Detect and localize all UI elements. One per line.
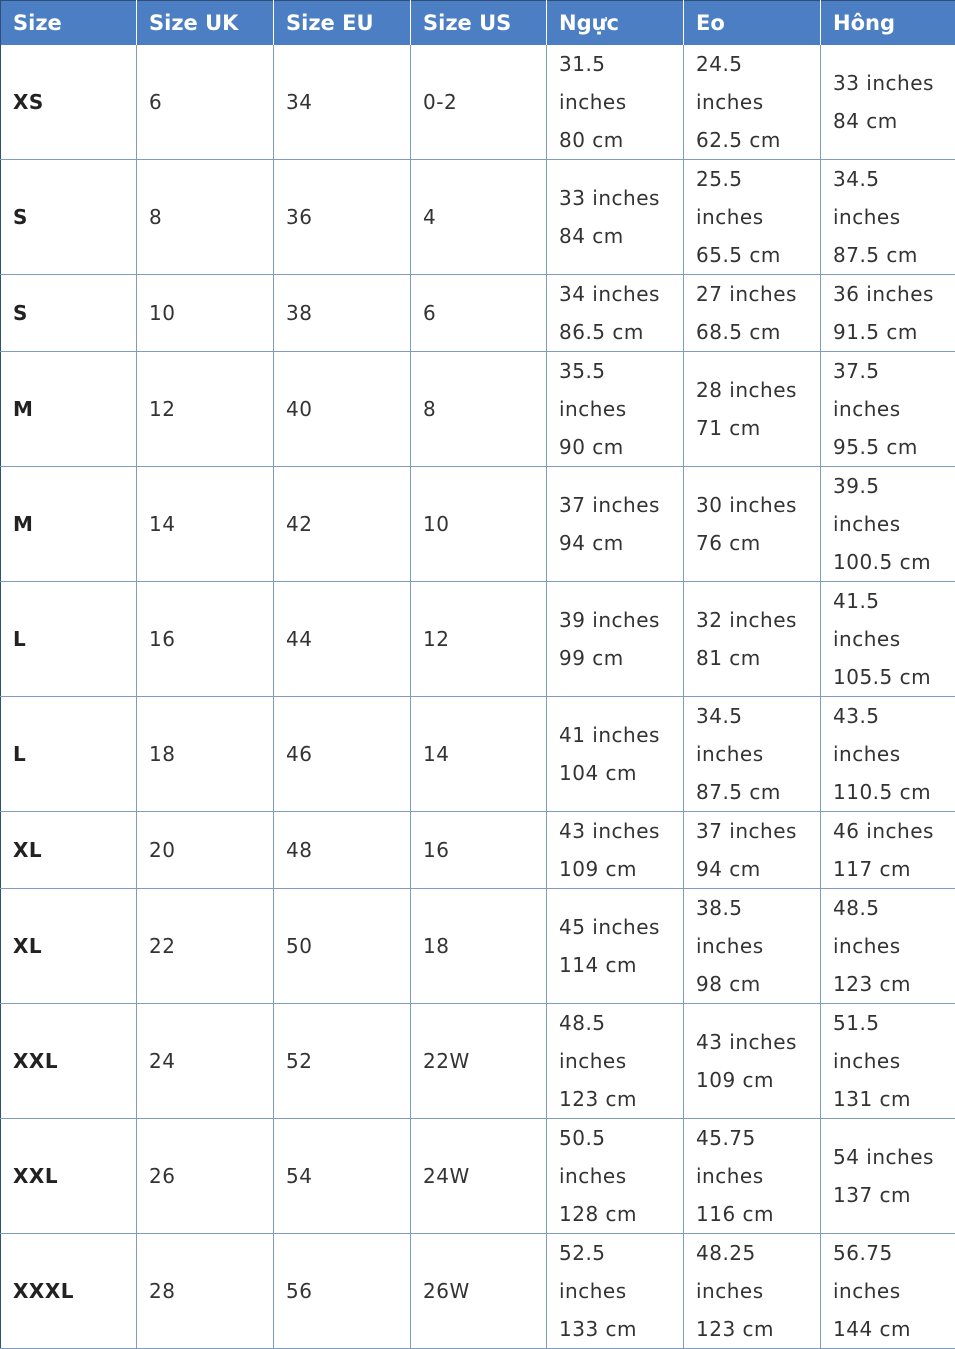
cell-hong-line: inches: [833, 620, 955, 658]
cell-eo-line: 43 inches: [696, 1023, 820, 1061]
cell-eo-line: 71 cm: [696, 409, 820, 447]
cell-uk: 10: [137, 274, 274, 351]
cell-size: XL: [1, 888, 137, 1003]
cell-uk: 20: [137, 811, 274, 888]
cell-us: 12: [411, 581, 547, 696]
cell-uk: 26: [137, 1118, 274, 1233]
cell-eo-line: 45.75: [696, 1119, 820, 1157]
cell-hong-line: 36 inches: [833, 275, 955, 313]
cell-nguc-line: 41 inches: [559, 716, 683, 754]
cell-size: L: [1, 581, 137, 696]
cell-hong-line: 54 inches: [833, 1138, 955, 1176]
cell-size: M: [1, 466, 137, 581]
cell-hong: [821, 274, 955, 351]
cell-hong: [821, 1233, 955, 1348]
cell-eu: 36: [274, 159, 411, 274]
cell-hong: [821, 888, 955, 1003]
cell-eu: 52: [274, 1003, 411, 1118]
table-row: [1, 581, 955, 696]
cell-size: S: [1, 159, 137, 274]
cell-us: 14: [411, 696, 547, 811]
cell-uk: 12: [137, 351, 274, 466]
cell-eu: 40: [274, 351, 411, 466]
cell-nguc-line: inches: [559, 1042, 683, 1080]
cell-hong-line: 117 cm: [833, 850, 955, 888]
cell-hong-line: inches: [833, 735, 955, 773]
cell-size: XXL: [1, 1003, 137, 1118]
cell-eu: 46: [274, 696, 411, 811]
cell-us: 4: [411, 159, 547, 274]
cell-eo-line: 76 cm: [696, 524, 820, 562]
cell-nguc-line: 48.5: [559, 1004, 683, 1042]
cell-nguc-line: 123 cm: [559, 1080, 683, 1118]
cell-eu: 44: [274, 581, 411, 696]
cell-eo-line: 87.5 cm: [696, 773, 820, 811]
table-row: [1, 45, 955, 160]
cell-hong-line: 144 cm: [833, 1310, 955, 1348]
cell-eo: [684, 1233, 821, 1348]
cell-hong-line: 131 cm: [833, 1080, 955, 1118]
cell-nguc-line: 50.5: [559, 1119, 683, 1157]
cell-eo-line: 48.25: [696, 1234, 820, 1272]
cell-hong-line: 100.5 cm: [833, 543, 955, 581]
cell-uk: 8: [137, 159, 274, 274]
cell-eo-line: 27 inches: [696, 275, 820, 313]
cell-nguc: [547, 45, 684, 160]
cell-hong-line: 34.5: [833, 160, 955, 198]
cell-size: XS: [1, 45, 137, 160]
table-row: [1, 1003, 955, 1118]
cell-nguc-line: 34 inches: [559, 275, 683, 313]
cell-nguc-line: 86.5 cm: [559, 313, 683, 351]
cell-us: 6: [411, 274, 547, 351]
cell-nguc: [547, 1003, 684, 1118]
cell-us: 16: [411, 811, 547, 888]
cell-nguc-line: 45 inches: [559, 908, 683, 946]
cell-hong-line: 43.5: [833, 697, 955, 735]
cell-nguc-line: 39 inches: [559, 601, 683, 639]
cell-nguc-line: 31.5: [559, 45, 683, 83]
cell-size: XXXL: [1, 1233, 137, 1348]
cell-hong-line: 137 cm: [833, 1176, 955, 1214]
cell-eu: 54: [274, 1118, 411, 1233]
table-row: [1, 811, 955, 888]
cell-nguc-line: 33 inches: [559, 179, 683, 217]
cell-nguc-line: 90 cm: [559, 428, 683, 466]
cell-nguc: [547, 159, 684, 274]
cell-hong: [821, 1118, 955, 1233]
cell-nguc-line: inches: [559, 83, 683, 121]
cell-hong-line: 95.5 cm: [833, 428, 955, 466]
cell-nguc: [547, 1118, 684, 1233]
cell-us: 24W: [411, 1118, 547, 1233]
cell-eu: 50: [274, 888, 411, 1003]
cell-eo-line: inches: [696, 1157, 820, 1195]
table-header: [1, 1, 955, 45]
header-size-eu: Size EU: [274, 1, 411, 45]
cell-uk: 6: [137, 45, 274, 160]
cell-uk: 22: [137, 888, 274, 1003]
cell-eo: [684, 351, 821, 466]
cell-hong: [821, 1003, 955, 1118]
cell-eo: [684, 581, 821, 696]
cell-size: L: [1, 696, 137, 811]
cell-hong-line: inches: [833, 1272, 955, 1310]
cell-us: 10: [411, 466, 547, 581]
cell-nguc-line: 94 cm: [559, 524, 683, 562]
cell-us: 22W: [411, 1003, 547, 1118]
cell-hong-line: 84 cm: [833, 102, 955, 140]
cell-hong-line: 56.75: [833, 1234, 955, 1272]
table-row: [1, 888, 955, 1003]
cell-eo: [684, 888, 821, 1003]
cell-hong-line: inches: [833, 927, 955, 965]
cell-nguc-line: 99 cm: [559, 639, 683, 677]
cell-eo: [684, 1118, 821, 1233]
cell-hong-line: 105.5 cm: [833, 658, 955, 696]
cell-us: 0-2: [411, 45, 547, 160]
cell-eo-line: 94 cm: [696, 850, 820, 888]
table-row: [1, 696, 955, 811]
cell-eo-line: inches: [696, 83, 820, 121]
cell-eo-line: 81 cm: [696, 639, 820, 677]
table-body: [1, 45, 955, 1349]
table-row: [1, 351, 955, 466]
cell-hong-line: 110.5 cm: [833, 773, 955, 811]
cell-eo-line: 37 inches: [696, 812, 820, 850]
cell-eo: [684, 696, 821, 811]
cell-nguc-line: 104 cm: [559, 754, 683, 792]
cell-size: M: [1, 351, 137, 466]
cell-nguc-line: 52.5: [559, 1234, 683, 1272]
cell-eo-line: 65.5 cm: [696, 236, 820, 274]
cell-nguc-line: 84 cm: [559, 217, 683, 255]
cell-nguc-line: 133 cm: [559, 1310, 683, 1348]
cell-us: 26W: [411, 1233, 547, 1348]
cell-nguc: [547, 466, 684, 581]
cell-eo-line: 32 inches: [696, 601, 820, 639]
cell-eo: [684, 1003, 821, 1118]
header-nguc: Ngực: [547, 1, 684, 45]
cell-eo-line: 109 cm: [696, 1061, 820, 1099]
cell-uk: 24: [137, 1003, 274, 1118]
cell-nguc-line: inches: [559, 1157, 683, 1195]
cell-uk: 28: [137, 1233, 274, 1348]
cell-nguc-line: 80 cm: [559, 121, 683, 159]
cell-eu: 42: [274, 466, 411, 581]
cell-eo: [684, 811, 821, 888]
cell-eo-line: 30 inches: [696, 486, 820, 524]
cell-hong-line: 87.5 cm: [833, 236, 955, 274]
cell-hong-line: 91.5 cm: [833, 313, 955, 351]
cell-eo: [684, 274, 821, 351]
header-row: [1, 1, 955, 45]
header-eo: Eo: [684, 1, 821, 45]
cell-nguc: [547, 274, 684, 351]
cell-eo-line: 62.5 cm: [696, 121, 820, 159]
cell-size: XL: [1, 811, 137, 888]
cell-eo: [684, 45, 821, 160]
cell-hong-line: inches: [833, 1042, 955, 1080]
cell-hong: [821, 696, 955, 811]
cell-us: 18: [411, 888, 547, 1003]
cell-eo-line: inches: [696, 1272, 820, 1310]
cell-nguc-line: 109 cm: [559, 850, 683, 888]
cell-uk: 18: [137, 696, 274, 811]
cell-eo-line: 25.5: [696, 160, 820, 198]
cell-hong: [821, 581, 955, 696]
cell-eo-line: 68.5 cm: [696, 313, 820, 351]
cell-nguc: [547, 1233, 684, 1348]
cell-nguc: [547, 888, 684, 1003]
cell-eu: 56: [274, 1233, 411, 1348]
cell-nguc: [547, 351, 684, 466]
header-size-us: Size US: [411, 1, 547, 45]
cell-hong: [821, 811, 955, 888]
cell-eu: 34: [274, 45, 411, 160]
cell-eo-line: 98 cm: [696, 965, 820, 1003]
cell-hong-line: 48.5: [833, 889, 955, 927]
cell-eu: 48: [274, 811, 411, 888]
cell-nguc-line: 128 cm: [559, 1195, 683, 1233]
cell-hong-line: inches: [833, 505, 955, 543]
header-size-uk: Size UK: [137, 1, 274, 45]
cell-eu: 38: [274, 274, 411, 351]
cell-eo: [684, 159, 821, 274]
cell-size: XXL: [1, 1118, 137, 1233]
cell-eo-line: 28 inches: [696, 371, 820, 409]
cell-hong-line: inches: [833, 198, 955, 236]
cell-eo-line: 123 cm: [696, 1310, 820, 1348]
cell-hong-line: 39.5: [833, 467, 955, 505]
cell-eo-line: inches: [696, 198, 820, 236]
table-row: [1, 1118, 955, 1233]
cell-hong-line: 123 cm: [833, 965, 955, 1003]
cell-hong-line: 46 inches: [833, 812, 955, 850]
cell-eo-line: 34.5: [696, 697, 820, 735]
cell-hong-line: inches: [833, 390, 955, 428]
cell-hong: [821, 45, 955, 160]
table-row: [1, 466, 955, 581]
cell-hong: [821, 351, 955, 466]
table-row: [1, 1233, 955, 1348]
cell-nguc: [547, 811, 684, 888]
header-size: Size: [1, 1, 137, 45]
cell-size: S: [1, 274, 137, 351]
cell-nguc-line: 37 inches: [559, 486, 683, 524]
cell-hong: [821, 159, 955, 274]
table-row: [1, 274, 955, 351]
cell-nguc-line: 43 inches: [559, 812, 683, 850]
cell-eo-line: inches: [696, 927, 820, 965]
cell-hong: [821, 466, 955, 581]
cell-hong-line: 51.5: [833, 1004, 955, 1042]
cell-eo-line: 38.5: [696, 889, 820, 927]
cell-hong-line: 37.5: [833, 352, 955, 390]
cell-eo: [684, 466, 821, 581]
cell-nguc-line: 114 cm: [559, 946, 683, 984]
cell-hong-line: 41.5: [833, 582, 955, 620]
cell-nguc: [547, 696, 684, 811]
table-row: [1, 159, 955, 274]
cell-nguc: [547, 581, 684, 696]
cell-uk: 14: [137, 466, 274, 581]
cell-nguc-line: inches: [559, 390, 683, 428]
cell-us: 8: [411, 351, 547, 466]
cell-eo-line: inches: [696, 735, 820, 773]
cell-eo-line: 24.5: [696, 45, 820, 83]
cell-nguc-line: inches: [559, 1272, 683, 1310]
cell-eo-line: 116 cm: [696, 1195, 820, 1233]
cell-uk: 16: [137, 581, 274, 696]
header-hong: Hông: [821, 1, 955, 45]
cell-hong-line: 33 inches: [833, 64, 955, 102]
cell-nguc-line: 35.5: [559, 352, 683, 390]
